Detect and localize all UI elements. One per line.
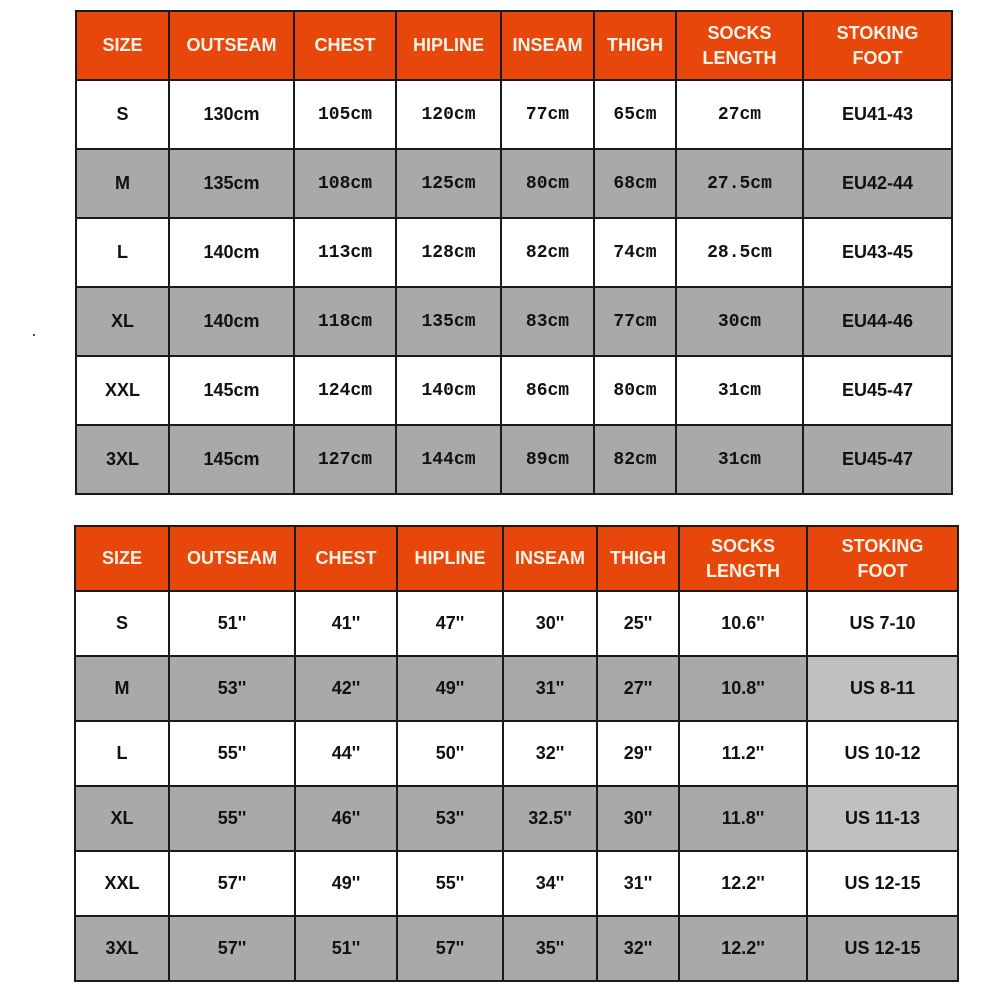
cell-outseam: 140cm — [169, 218, 294, 287]
cell-outseam: 57'' — [169, 916, 295, 981]
header-stoking-foot — [807, 526, 958, 591]
cell-stoking-foot: US 7-10 — [807, 591, 958, 656]
header-row — [76, 11, 952, 80]
cell-stoking-foot: EU41-43 — [803, 80, 952, 149]
cell-size: 3XL — [76, 425, 169, 494]
cell-thigh: 27'' — [597, 656, 679, 721]
header-thigh — [594, 11, 676, 80]
cell-hipline: 47'' — [397, 591, 503, 656]
cell-stoking-foot: US 12-15 — [807, 916, 958, 981]
cell-chest: 49'' — [295, 851, 397, 916]
cell-socks-length: 27cm — [676, 80, 803, 149]
cell-inseam: 35'' — [503, 916, 597, 981]
table-row — [75, 916, 958, 981]
cell-socks-length: 11.2'' — [679, 721, 807, 786]
header-size — [76, 11, 169, 80]
cell-thigh: 82cm — [594, 425, 676, 494]
cell-stoking-foot: EU45-47 — [803, 425, 952, 494]
header-label: THIGH — [607, 35, 663, 55]
header-chest — [295, 526, 397, 591]
header-thigh — [597, 526, 679, 591]
cell-hipline: 125cm — [396, 149, 501, 218]
header-label: INSEAM — [514, 548, 585, 568]
table-row — [76, 149, 952, 218]
cell-thigh: 25'' — [597, 591, 679, 656]
cell-stoking-foot: US 8-11 — [807, 656, 958, 721]
cell-outseam: 55'' — [169, 721, 295, 786]
cell-hipline: 140cm — [396, 356, 501, 425]
cell-outseam: 55'' — [169, 786, 295, 851]
cell-socks-length: 12.2'' — [679, 851, 807, 916]
cell-thigh: 30'' — [597, 786, 679, 851]
cell-outseam: 140cm — [169, 287, 294, 356]
cell-outseam: 53'' — [169, 656, 295, 721]
cell-inseam: 31'' — [503, 656, 597, 721]
header-label-line2: LENGTH — [702, 47, 777, 68]
cell-size: L — [75, 721, 169, 786]
cell-outseam: 145cm — [169, 356, 294, 425]
table-row — [75, 851, 958, 916]
header-label-line2: LENGTH — [706, 560, 780, 581]
cell-socks-length: 28.5cm — [676, 218, 803, 287]
header-label: HIPLINE — [414, 548, 486, 568]
cell-chest: 46'' — [295, 786, 397, 851]
cell-stoking-foot: US 11-13 — [807, 786, 958, 851]
table-row — [76, 218, 952, 287]
header-inseam — [501, 11, 594, 80]
cell-size: XL — [76, 287, 169, 356]
header-label-line1: SOCKS — [710, 535, 775, 556]
header-row — [75, 526, 958, 591]
cell-inseam: 32.5'' — [503, 786, 597, 851]
cell-socks-length: 10.8'' — [679, 656, 807, 721]
header-outseam — [169, 526, 295, 591]
header-label-line1: STOKING — [841, 535, 924, 556]
cell-inseam: 89cm — [501, 425, 594, 494]
cell-inseam: 86cm — [501, 356, 594, 425]
cell-outseam: 130cm — [169, 80, 294, 149]
header-label: SIZE — [102, 35, 143, 55]
cell-chest: 51'' — [295, 916, 397, 981]
table-row — [76, 287, 952, 356]
cell-hipline: 120cm — [396, 80, 501, 149]
cell-outseam: 51'' — [169, 591, 295, 656]
cell-chest: 105cm — [294, 80, 396, 149]
header-hipline — [397, 526, 503, 591]
cell-hipline: 49'' — [397, 656, 503, 721]
cell-inseam: 80cm — [501, 149, 594, 218]
cell-stoking-foot: US 10-12 — [807, 721, 958, 786]
header-label-line1: STOKING — [836, 22, 919, 43]
cell-thigh: 65cm — [594, 80, 676, 149]
cell-chest: 113cm — [294, 218, 396, 287]
header-label: CHEST — [314, 35, 376, 55]
cell-size: XXL — [76, 356, 169, 425]
header-label: CHEST — [315, 548, 377, 568]
cell-outseam: 135cm — [169, 149, 294, 218]
header-label-line2: FOOT — [857, 560, 908, 581]
header-inseam — [503, 526, 597, 591]
cell-thigh: 31'' — [597, 851, 679, 916]
cell-chest: 108cm — [294, 149, 396, 218]
header-label: INSEAM — [512, 35, 583, 55]
cell-socks-length: 27.5cm — [676, 149, 803, 218]
cell-chest: 41'' — [295, 591, 397, 656]
header-hipline — [396, 11, 501, 80]
cell-size: S — [75, 591, 169, 656]
table-row — [75, 591, 958, 656]
header-label: SIZE — [101, 548, 142, 568]
size-chart-cm-table — [75, 10, 953, 495]
cell-inseam: 30'' — [503, 591, 597, 656]
cell-chest: 124cm — [294, 356, 396, 425]
cell-hipline: 128cm — [396, 218, 501, 287]
cell-thigh: 68cm — [594, 149, 676, 218]
cell-socks-length: 12.2'' — [679, 916, 807, 981]
cell-hipline: 57'' — [397, 916, 503, 981]
cell-socks-length: 11.8'' — [679, 786, 807, 851]
cell-socks-length: 31cm — [676, 356, 803, 425]
table-row — [76, 356, 952, 425]
cell-stoking-foot: US 12-15 — [807, 851, 958, 916]
cell-socks-length: 30cm — [676, 287, 803, 356]
cell-thigh: 74cm — [594, 218, 676, 287]
cell-hipline: 144cm — [396, 425, 501, 494]
cell-chest: 118cm — [294, 287, 396, 356]
header-outseam — [169, 11, 294, 80]
cell-size: M — [75, 656, 169, 721]
cell-stoking-foot: EU44-46 — [803, 287, 952, 356]
header-label: OUTSEAM — [187, 548, 277, 568]
table-row — [75, 721, 958, 786]
header-size — [75, 526, 169, 591]
cell-inseam: 32'' — [503, 721, 597, 786]
header-label-line1: SOCKS — [707, 22, 772, 43]
cell-stoking-foot: EU42-44 — [803, 149, 952, 218]
cell-chest: 127cm — [294, 425, 396, 494]
header-label: OUTSEAM — [186, 35, 277, 55]
cell-inseam: 77cm — [501, 80, 594, 149]
header-socks-length — [679, 526, 807, 591]
cell-thigh: 80cm — [594, 356, 676, 425]
cell-hipline: 135cm — [396, 287, 501, 356]
cell-hipline: 50'' — [397, 721, 503, 786]
table-row — [76, 425, 952, 494]
header-chest — [294, 11, 396, 80]
cell-stoking-foot: EU45-47 — [803, 356, 952, 425]
cell-size: L — [76, 218, 169, 287]
header-socks-length — [676, 11, 803, 80]
cell-inseam: 34'' — [503, 851, 597, 916]
stray-pixel-mark — [33, 334, 35, 336]
header-label: THIGH — [610, 548, 666, 568]
cell-chest: 42'' — [295, 656, 397, 721]
cell-socks-length: 10.6'' — [679, 591, 807, 656]
cell-hipline: 55'' — [397, 851, 503, 916]
cell-size: S — [76, 80, 169, 149]
cell-socks-length: 31cm — [676, 425, 803, 494]
cell-outseam: 145cm — [169, 425, 294, 494]
cell-size: XL — [75, 786, 169, 851]
cell-size: XXL — [75, 851, 169, 916]
cell-thigh: 77cm — [594, 287, 676, 356]
header-label-line2: FOOT — [852, 47, 903, 68]
cell-stoking-foot: EU43-45 — [803, 218, 952, 287]
table-row — [76, 80, 952, 149]
cell-thigh: 29'' — [597, 721, 679, 786]
cell-inseam: 83cm — [501, 287, 594, 356]
size-chart-inch-table — [74, 525, 959, 982]
cell-chest: 44'' — [295, 721, 397, 786]
table-row — [75, 786, 958, 851]
cell-inseam: 82cm — [501, 218, 594, 287]
cell-size: 3XL — [75, 916, 169, 981]
header-label: HIPLINE — [412, 35, 484, 55]
header-stoking-foot — [803, 11, 952, 80]
cell-size: M — [76, 149, 169, 218]
cell-thigh: 32'' — [597, 916, 679, 981]
cell-hipline: 53'' — [397, 786, 503, 851]
cell-outseam: 57'' — [169, 851, 295, 916]
table-row — [75, 656, 958, 721]
